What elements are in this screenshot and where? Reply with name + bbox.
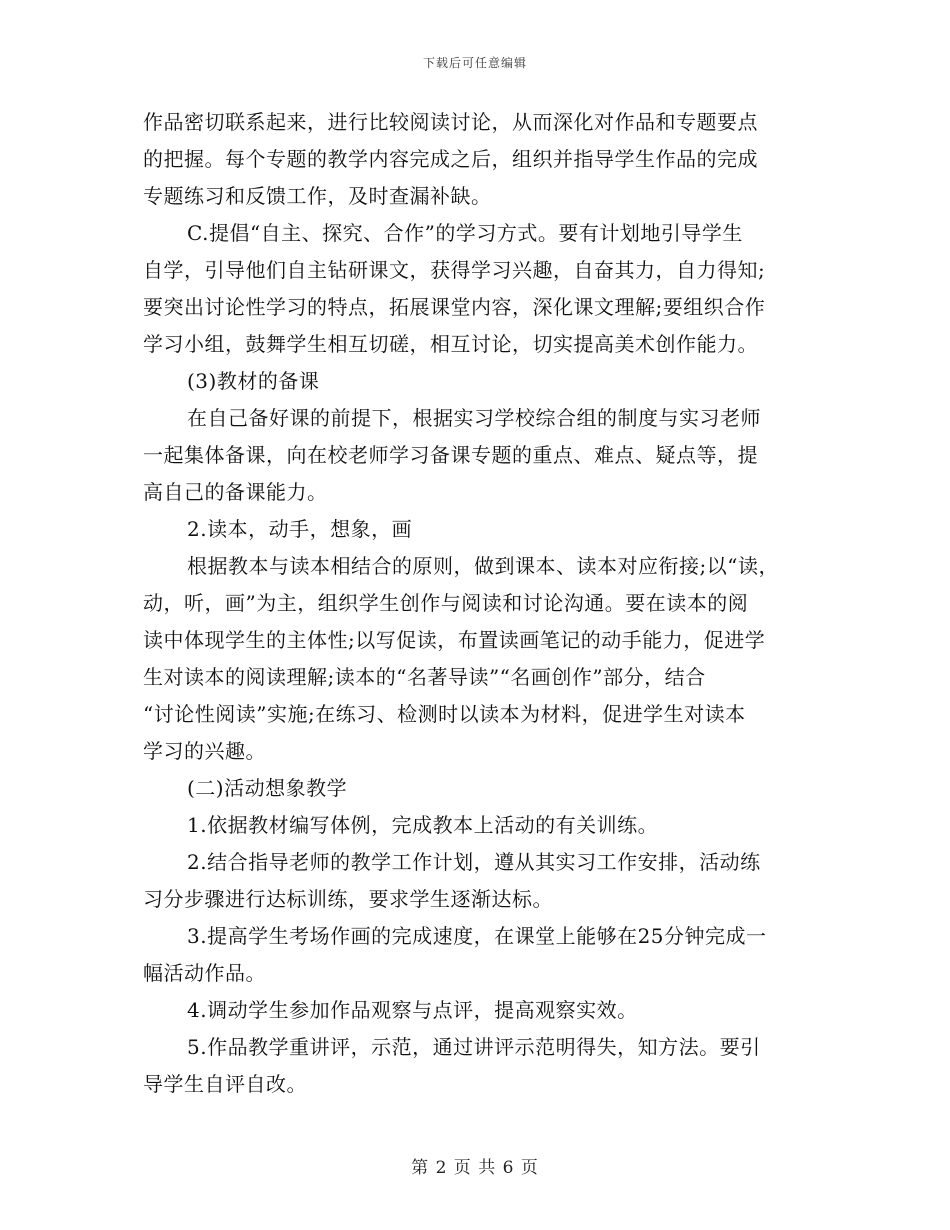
text-line: 学习小组，鼓舞学生相互切磋，相互讨论，切实提高美术创作能力。	[143, 332, 758, 356]
text-line: 5.作品教学重讲评，示范，通过讲评示范明得失，知方法。要引	[187, 1035, 761, 1059]
page-footer: 第 2 页 共 6 页	[411, 1158, 539, 1178]
text-line: 1.依据教材编写体例，完成教本上活动的有关训练。	[187, 813, 659, 837]
text-line: 学习的兴趣。	[143, 739, 266, 763]
text-line: 一起集体备课，向在校老师学习备课专题的重点、难点、疑点等，提	[143, 443, 758, 467]
text-line: 根据教本与读本相结合的原则，做到课本、读本对应衔接;以“读，	[187, 554, 779, 578]
text-line: 动，听，画”为主，组织学生创作与阅读和讨论沟通。要在读本的阅	[143, 591, 749, 615]
text-line: 自学，引导他们自主钻研课文，获得学习兴趣，自奋其力，自力得知;	[143, 258, 766, 282]
text-line: C.提倡“自主、探究、合作”的学习方式。要有计划地引导学生	[187, 221, 743, 245]
text-line: 2.读本，动手，想象，画	[187, 517, 413, 541]
text-line: 要突出讨论性学习的特点，拓展课堂内容，深化课文理解;要组织合作	[143, 295, 766, 319]
text-line: 作品密切联系起来，进行比较阅读讨论，从而深化对作品和专题要点	[143, 110, 758, 134]
text-line: 专题练习和反馈工作，及时查漏补缺。	[143, 184, 492, 208]
text-line: 习分步骤进行达标训练，要求学生逐渐达标。	[143, 887, 553, 911]
text-line: 4.调动学生参加作品观察与点评，提高观察实效。	[187, 998, 638, 1022]
text-line: 导学生自评自改。	[143, 1072, 307, 1096]
text-line: 在自己备好课的前提下，根据实习学校综合组的制度与实习老师	[187, 406, 761, 430]
body-text	[143, 104, 813, 1103]
text-line: “讨论性阅读”实施;在练习、检测时以读本为材料，促进学生对读本	[143, 702, 746, 726]
text-line: 读中体现学生的主体性;以写促读，布置读画笔记的动手能力，促进学	[143, 628, 766, 652]
text-line: (二)活动想象教学	[187, 776, 348, 800]
text-line: (3)教材的备课	[187, 369, 320, 393]
text-line: 2.结合指导老师的教学工作计划，遵从其实习工作安排，活动练	[187, 850, 761, 874]
text-line: 的把握。每个专题的教学内容完成之后，组织并指导学生作品的完成	[143, 147, 758, 171]
page-header: 下载后可任意编辑	[422, 56, 527, 70]
text-line: 3.提高学生考场作画的完成速度，在课堂上能够在25分钟完成一	[187, 924, 767, 948]
text-line: 幅活动作品。	[143, 961, 266, 985]
text-line: 生对读本的阅读理解;读本的“名著导读”“名画创作”部分，结合	[143, 665, 706, 689]
text-line: 高自己的备课能力。	[143, 480, 328, 504]
